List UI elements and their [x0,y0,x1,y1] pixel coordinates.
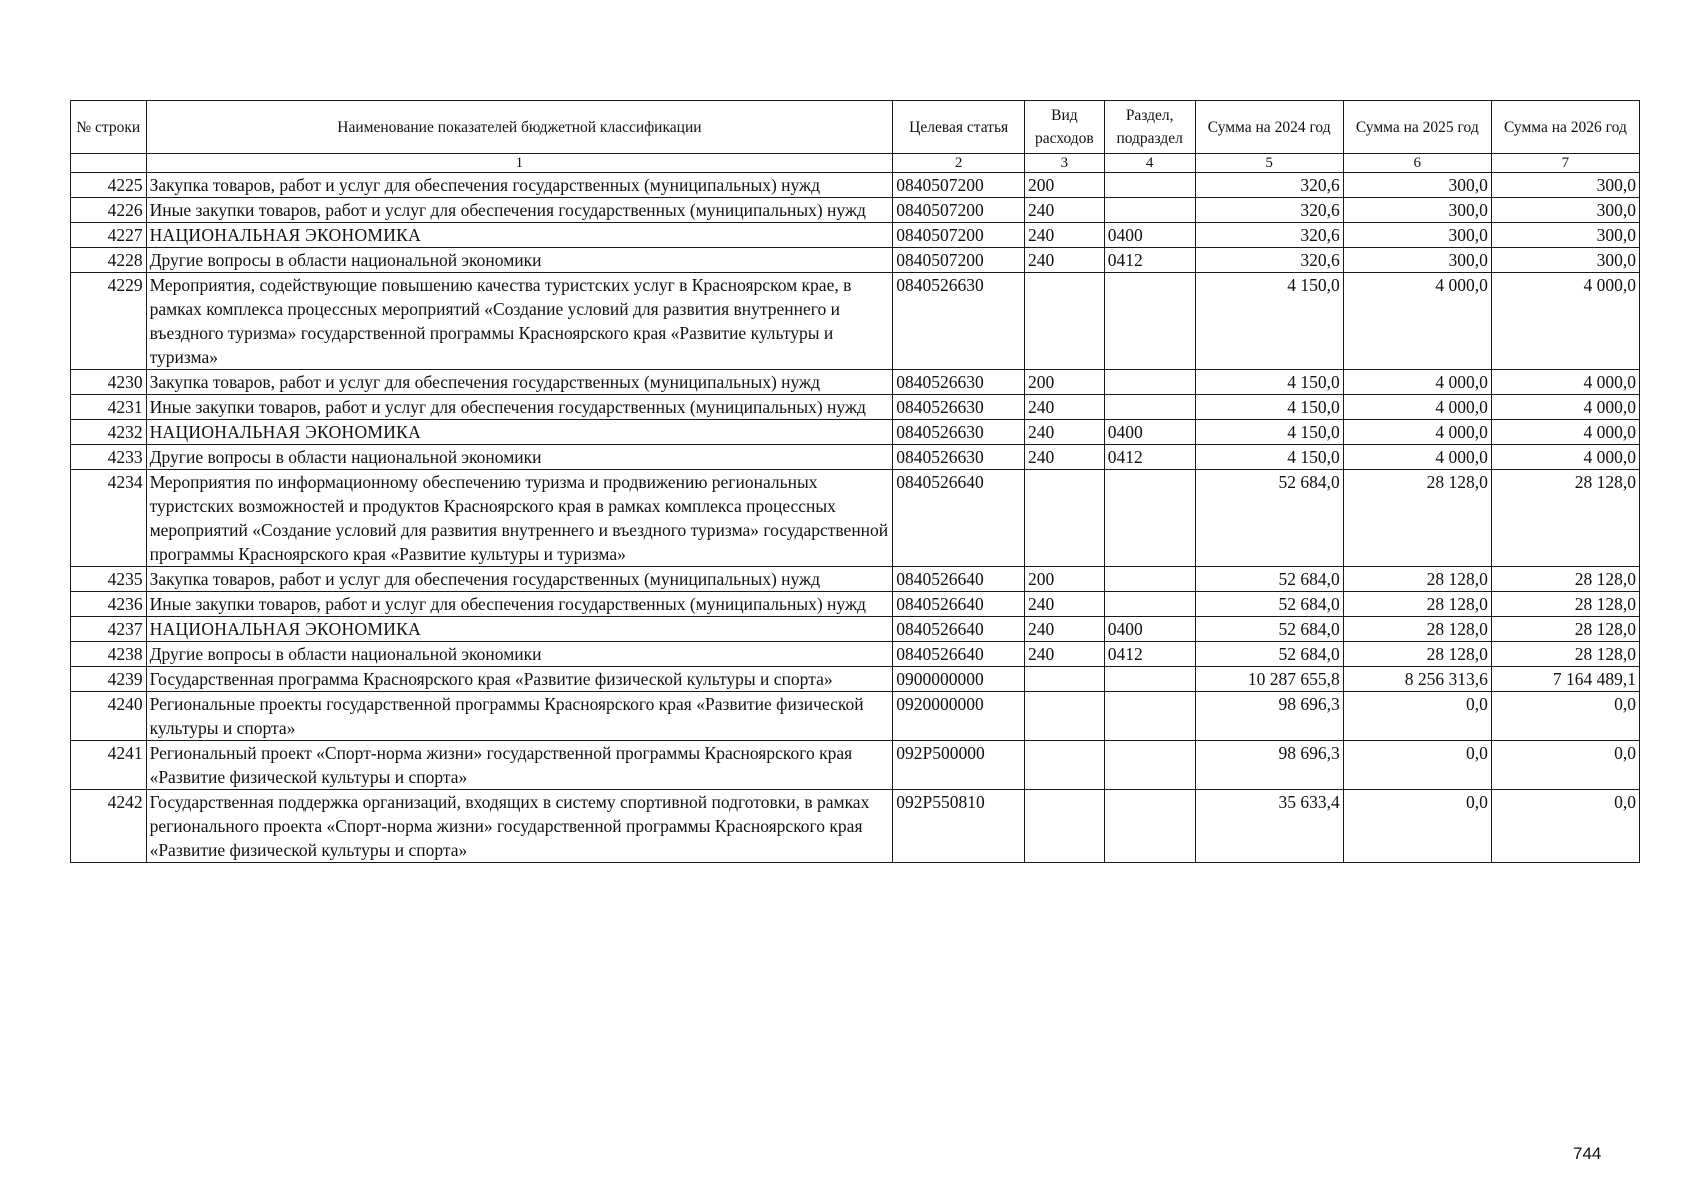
header-row-no: № строки [71,101,147,154]
sum-2025-cell: 0,0 [1343,741,1491,790]
sum-2026-cell: 28 128,0 [1491,470,1639,567]
table-row [71,173,1640,198]
row-number-cell: 4229 [71,273,147,370]
sum-2026-cell: 0,0 [1491,692,1639,741]
expense-type-cell [1025,692,1105,741]
row-number-cell: 4242 [71,790,147,863]
indicator-name-cell: Государственная программа Красноярского края «Развитие физической культуры и спорта» [146,667,893,692]
row-number-cell: 4236 [71,592,147,617]
column-number: 1 [146,154,893,173]
indicator-name-cell: Другие вопросы в области национальной экономики [146,445,893,470]
sum-2026-cell: 4 000,0 [1491,445,1639,470]
header-sum-2026: Сумма на 2026 год [1491,101,1639,154]
sum-2024-cell: 98 696,3 [1195,692,1343,741]
sum-2024-cell: 52 684,0 [1195,642,1343,667]
table-row [71,248,1640,273]
target-article-cell: 0840526630 [893,445,1025,470]
header-vid: Вид расходов [1025,101,1105,154]
target-article-cell: 0840507200 [893,248,1025,273]
target-article-cell: 0840507200 [893,173,1025,198]
indicator-name-cell: НАЦИОНАЛЬНАЯ ЭКОНОМИКА [146,617,893,642]
indicator-name-cell: Региональный проект «Спорт-норма жизни» государственной программы Красноярского края «Развитие физической культуры и спорта» [146,741,893,790]
row-number-cell: 4225 [71,173,147,198]
sum-2026-cell: 4 000,0 [1491,395,1639,420]
expense-type-cell [1025,741,1105,790]
sum-2024-cell: 52 684,0 [1195,617,1343,642]
row-number-cell: 4238 [71,642,147,667]
table-body [71,173,1640,863]
sum-2024-cell: 52 684,0 [1195,592,1343,617]
header-razdel: Раздел, подраздел [1104,101,1195,154]
sum-2024-cell: 10 287 655,8 [1195,667,1343,692]
expense-type-cell: 240 [1025,592,1105,617]
sum-2024-cell: 98 696,3 [1195,741,1343,790]
sum-2026-cell: 4 000,0 [1491,273,1639,370]
indicator-name-cell: Другие вопросы в области национальной экономики [146,248,893,273]
indicator-name-cell: НАЦИОНАЛЬНАЯ ЭКОНОМИКА [146,223,893,248]
target-article-cell: 0840526640 [893,592,1025,617]
sum-2025-cell: 0,0 [1343,692,1491,741]
indicator-name-cell: Закупка товаров, работ и услуг для обеспечения государственных (муниципальных) нужд [146,173,893,198]
indicator-name-cell: Региональные проекты государственной программы Красноярского края «Развитие физической культуры и спорта» [146,692,893,741]
section-cell [1104,395,1195,420]
row-number-cell: 4239 [71,667,147,692]
sum-2024-cell: 35 633,4 [1195,790,1343,863]
column-number: 3 [1025,154,1105,173]
sum-2025-cell: 300,0 [1343,248,1491,273]
sum-2025-cell: 4 000,0 [1343,273,1491,370]
row-number-cell: 4241 [71,741,147,790]
row-number-cell: 4233 [71,445,147,470]
target-article-cell: 0840507200 [893,223,1025,248]
expense-type-cell: 240 [1025,642,1105,667]
section-cell [1104,741,1195,790]
section-cell: 0400 [1104,223,1195,248]
section-cell [1104,790,1195,863]
sum-2025-cell: 0,0 [1343,790,1491,863]
sum-2026-cell: 300,0 [1491,248,1639,273]
table-row [71,273,1640,370]
sum-2025-cell: 28 128,0 [1343,642,1491,667]
sum-2026-cell: 28 128,0 [1491,617,1639,642]
column-number: 7 [1491,154,1639,173]
sum-2024-cell: 320,6 [1195,248,1343,273]
sum-2025-cell: 4 000,0 [1343,420,1491,445]
row-number-cell: 4231 [71,395,147,420]
target-article-cell: 0840526640 [893,642,1025,667]
sum-2024-cell: 4 150,0 [1195,370,1343,395]
sum-2024-cell: 320,6 [1195,198,1343,223]
sum-2026-cell: 0,0 [1491,790,1639,863]
sum-2024-cell: 4 150,0 [1195,420,1343,445]
section-cell: 0412 [1104,445,1195,470]
target-article-cell: 092P550810 [893,790,1025,863]
row-number-cell: 4237 [71,617,147,642]
sum-2025-cell: 28 128,0 [1343,592,1491,617]
table-row [71,395,1640,420]
indicator-name-cell: Иные закупки товаров, работ и услуг для обеспечения государственных (муниципальных) нужд [146,198,893,223]
expense-type-cell: 240 [1025,395,1105,420]
section-cell [1104,370,1195,395]
sum-2026-cell: 0,0 [1491,741,1639,790]
table-row [71,567,1640,592]
target-article-cell: 0840526630 [893,273,1025,370]
target-article-cell: 0840526630 [893,370,1025,395]
indicator-name-cell: Закупка товаров, работ и услуг для обеспечения государственных (муниципальных) нужд [146,370,893,395]
table-row [71,692,1640,741]
table-row [71,223,1640,248]
expense-type-cell: 200 [1025,370,1105,395]
header-name: Наименование показателей бюджетной классификации [146,101,893,154]
expense-type-cell [1025,667,1105,692]
sum-2025-cell: 28 128,0 [1343,470,1491,567]
indicator-name-cell: Мероприятия по информационному обеспечению туризма и продвижению региональных туристских возможностей и продуктов Красноярского края в рамках комплекса процессных мероприятий «Создание условий для развития внутреннего и въездного туризма» государственной программы Красноярского края «Развитие культуры и туризма» [146,470,893,567]
sum-2024-cell: 52 684,0 [1195,470,1343,567]
target-article-cell: 092P500000 [893,741,1025,790]
section-cell: 0400 [1104,420,1195,445]
table-row [71,790,1640,863]
sum-2024-cell: 320,6 [1195,223,1343,248]
sum-2026-cell: 4 000,0 [1491,420,1639,445]
row-number-cell: 4228 [71,248,147,273]
target-article-cell: 0900000000 [893,667,1025,692]
expense-type-cell [1025,273,1105,370]
sum-2025-cell: 300,0 [1343,223,1491,248]
sum-2025-cell: 300,0 [1343,198,1491,223]
row-number-cell: 4230 [71,370,147,395]
indicator-name-cell: Иные закупки товаров, работ и услуг для обеспечения государственных (муниципальных) нужд [146,592,893,617]
indicator-name-cell: Другие вопросы в области национальной экономики [146,642,893,667]
table-header-row [71,101,1640,154]
section-cell: 0412 [1104,642,1195,667]
header-sum-2025: Сумма на 2025 год [1343,101,1491,154]
sum-2024-cell: 4 150,0 [1195,445,1343,470]
sum-2025-cell: 4 000,0 [1343,395,1491,420]
indicator-name-cell: Мероприятия, содействующие повышению качества туристских услуг в Красноярском крае, в рамках комплекса процессных мероприятий «Создание условий для развития внутреннего и въездного туризма» государственной программы Красноярского края «Развитие культуры и туризма» [146,273,893,370]
sum-2024-cell: 320,6 [1195,173,1343,198]
expense-type-cell: 200 [1025,173,1105,198]
target-article-cell: 0920000000 [893,692,1025,741]
sum-2025-cell: 4 000,0 [1343,370,1491,395]
column-number-row [71,154,1640,173]
row-number-cell: 4227 [71,223,147,248]
indicator-name-cell: Государственная поддержка организаций, входящих в систему спортивной подготовки, в рамках регионального проекта «Спорт-норма жизни» государственной программы Красноярского края «Развитие физической культуры и спорта» [146,790,893,863]
table-row [71,592,1640,617]
expense-type-cell [1025,470,1105,567]
target-article-cell: 0840526630 [893,420,1025,445]
table-row [71,420,1640,445]
header-sum-2024: Сумма на 2024 год [1195,101,1343,154]
section-cell: 0400 [1104,617,1195,642]
sum-2025-cell: 4 000,0 [1343,445,1491,470]
target-article-cell: 0840507200 [893,198,1025,223]
row-number-cell: 4234 [71,470,147,567]
row-number-cell: 4226 [71,198,147,223]
column-number: 4 [1104,154,1195,173]
row-number-cell: 4235 [71,567,147,592]
sum-2025-cell: 28 128,0 [1343,617,1491,642]
section-cell [1104,173,1195,198]
sum-2026-cell: 28 128,0 [1491,642,1639,667]
column-number: 5 [1195,154,1343,173]
sum-2025-cell: 300,0 [1343,173,1491,198]
section-cell [1104,198,1195,223]
target-article-cell: 0840526630 [893,395,1025,420]
row-number-cell: 4240 [71,692,147,741]
table-row [71,667,1640,692]
expense-type-cell: 240 [1025,248,1105,273]
sum-2024-cell: 52 684,0 [1195,567,1343,592]
sum-2025-cell: 8 256 313,6 [1343,667,1491,692]
sum-2026-cell: 300,0 [1491,223,1639,248]
section-cell [1104,470,1195,567]
expense-type-cell: 240 [1025,617,1105,642]
expense-type-cell: 240 [1025,198,1105,223]
indicator-name-cell: Закупка товаров, работ и услуг для обеспечения государственных (муниципальных) нужд [146,567,893,592]
table-row [71,470,1640,567]
section-cell [1104,592,1195,617]
expense-type-cell: 240 [1025,420,1105,445]
row-number-cell: 4232 [71,420,147,445]
expense-type-cell: 240 [1025,445,1105,470]
sum-2026-cell: 28 128,0 [1491,567,1639,592]
sum-2025-cell: 28 128,0 [1343,567,1491,592]
sum-2026-cell: 28 128,0 [1491,592,1639,617]
section-cell [1104,692,1195,741]
section-cell [1104,273,1195,370]
table-row [71,741,1640,790]
section-cell [1104,667,1195,692]
sum-2024-cell: 4 150,0 [1195,273,1343,370]
table-row [71,198,1640,223]
page-number: 744 [1573,1144,1602,1163]
expense-type-cell: 200 [1025,567,1105,592]
sum-2026-cell: 300,0 [1491,198,1639,223]
column-number: 2 [893,154,1025,173]
target-article-cell: 0840526640 [893,617,1025,642]
table-row [71,445,1640,470]
section-cell [1104,567,1195,592]
target-article-cell: 0840526640 [893,470,1025,567]
sum-2026-cell: 7 164 489,1 [1491,667,1639,692]
indicator-name-cell: Иные закупки товаров, работ и услуг для обеспечения государственных (муниципальных) нужд [146,395,893,420]
sum-2026-cell: 4 000,0 [1491,370,1639,395]
table-row [71,370,1640,395]
budget-table [70,100,1640,863]
expense-type-cell [1025,790,1105,863]
expense-type-cell: 240 [1025,223,1105,248]
sum-2024-cell: 4 150,0 [1195,395,1343,420]
table-row [71,642,1640,667]
column-number: 6 [1343,154,1491,173]
column-number [71,154,147,173]
indicator-name-cell: НАЦИОНАЛЬНАЯ ЭКОНОМИКА [146,420,893,445]
target-article-cell: 0840526640 [893,567,1025,592]
section-cell: 0412 [1104,248,1195,273]
table-row [71,617,1640,642]
sum-2026-cell: 300,0 [1491,173,1639,198]
header-target: Целевая статья [893,101,1025,154]
